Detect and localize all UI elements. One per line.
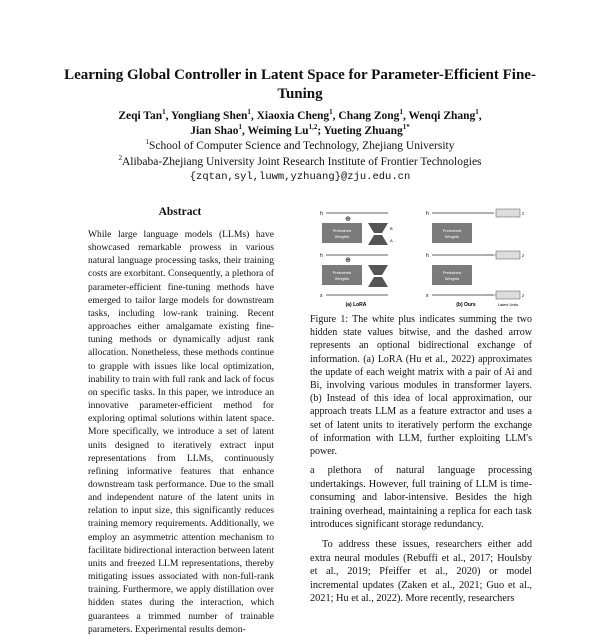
author-affiliation-mark: 1,2: [308, 123, 318, 132]
latent-units-block: [496, 291, 520, 299]
affiliation-text: School of Computer Science and Technology, Zhejiang University: [149, 140, 455, 152]
h-top-label: h: [426, 211, 429, 217]
x-label: x: [426, 293, 429, 299]
block-label: Weights: [334, 234, 350, 239]
lora-a-matrix: [368, 235, 388, 245]
block-label: Weights: [444, 276, 460, 281]
author-affiliation-mark: 1: [238, 123, 242, 132]
figure-1: [308, 203, 534, 309]
plus-icon: ⊕: [345, 216, 351, 223]
body-paragraph: a plethora of natural language processing undertakings. However, full training of LLM is time-consuming and labor-intensive. Besides the high training overhead, maintaining a replica for each task introduces significant storage redundancy.: [310, 465, 532, 531]
author: Jian Shao: [190, 125, 239, 137]
panel-b-caption: (b) Ours: [456, 302, 476, 308]
paper-title: Learning Global Controller in Latent Space for Parameter-Efficient Fine-Tuning: [64, 67, 536, 102]
abstract-paragraph: While large language models (LLMs) have showcased remarkable prowess in various natural language processing tasks, their training costs are exorbitant. Consequently, a plethora of parameter-efficient fine-tuning methods have emerged to tailor large models for downstream tasks, including low-rank training. Recent approaches either amalgamate existing fine-tuning methods or dynamically adjust rank allocation. Nonetheless, these methods continue to grapple with issues like local optimization, inability to train with full rank and lack of focus on specific tasks. In this paper, we introduce an innovative parameter-efficient method for exploring optimal solutions within latent space. More specifically, we introduce a set of latent units designed to iteratively extract input representations from LLMs, continuously refining informative features that enhance downstream task performance. Due to the small and independent nature of the latent units in relation to input size, this significantly reduces training memory requirements. Additionally, we employ an asymmetric attention mechanism to facilitate bidirectional interaction between latent units and freezed LLM representations, thereby mitigating issues associated with non-full-rank training. Furthermore, we apply distillation over hidden states during the interaction, which guarantees a trimmed number of trainable parameters. Experimental results demon-: [88, 229, 274, 635]
pretrained-weights-block: [322, 265, 362, 285]
caption-text: Figure 1: The white plus indicates summing the two hidden state values bitwise, and the dashed arrow represents an optional bidirectional exchange of information. (a) LoRA (Hu et al., 2022) approximates the update of each weight matrix with a pair of Ai and Bi, involving various modules in transformer layers. (b) Instead of this idea of local approximation, our approach treats LLM as a feature extractor and uses a set of latent units to iteratively perform the exchange of information with LLM, further exploiting LLM's power.: [310, 314, 532, 458]
z-top-label: z: [522, 211, 525, 216]
architecture-diagram: [308, 203, 534, 309]
x-label: x: [320, 293, 323, 299]
block-label: Pretrained: [442, 270, 462, 275]
plus-icon: ⊕: [345, 257, 351, 264]
author: Wenqi Zhang: [408, 110, 476, 122]
author-affiliation-mark: 1*: [402, 123, 410, 132]
latent-units-block: [496, 251, 520, 259]
latent-units-label: Latent Units: [497, 303, 519, 307]
author: Yueting Zhuang: [323, 125, 403, 137]
h-mid-label: h: [320, 253, 323, 259]
h-top-label: h: [320, 211, 323, 217]
affiliation-mark: 2: [118, 154, 122, 163]
author-affiliation-mark: 1: [329, 108, 333, 117]
author-line-2: Jian Shao$^1$, Weiming Lu$^{1,2}$; Yueting Zhuang$^{1*}$: [190, 123, 410, 137]
lora-panel: [320, 211, 393, 308]
affiliation-2: [80, 155, 520, 170]
pretrained-weights-block: [432, 223, 472, 243]
affiliation-1: [80, 139, 520, 154]
block-label: Weights: [334, 276, 350, 281]
pretrained-weights-block: [432, 265, 472, 285]
figure-caption: [310, 313, 532, 458]
author-email: {zqtan,syl,luwm,yzhuang}@zju.edu.cn: [189, 171, 411, 183]
author-affiliation-mark: 1: [247, 108, 251, 117]
latent-units-block: [496, 209, 520, 217]
author-line-1: Zeqi Tan$^1$, Yongliang Shen$^1$, Xiaoxia Cheng$^1$, Chang Zong$^1$, Wenqi Zhang$^1$,: [118, 108, 482, 122]
ours-panel: [426, 209, 525, 308]
lora-b-matrix: [368, 265, 388, 275]
z-bot-label: z: [522, 293, 525, 298]
affiliation-text: Alibaba-Zhejiang University Joint Research Institute of Frontier Technologies: [121, 156, 482, 168]
z-mid-label: z: [522, 253, 525, 258]
author: Weiming Lu: [247, 125, 309, 137]
author: Chang Zong: [338, 110, 400, 122]
abstract-heading: Abstract: [158, 206, 202, 218]
affiliation-mark: 1: [145, 138, 149, 147]
author-affiliation-mark: 1: [475, 108, 479, 117]
block-label: Pretrained: [332, 270, 352, 275]
h-mid-label: h: [426, 253, 429, 259]
author: Zeqi Tan: [118, 110, 163, 122]
a-label: A: [390, 238, 393, 243]
author: Yongliang Shen: [170, 110, 248, 122]
body-paragraph: To address these issues, researchers either add extra neural modules (Rebuffi et al., 2017; Houlsby et al., 2019; Pfeiffer et al., 2020) or model incremental updates (Zaken et al., 2021; Guo et al., 2021; Hu et al., 2022). More recently, researchers: [310, 538, 532, 605]
panel-a-caption: (a) LoRA: [345, 302, 367, 308]
block-label: Pretrained: [332, 228, 352, 233]
author-affiliation-mark: 1: [399, 108, 403, 117]
block-label: Pretrained: [442, 228, 462, 233]
lora-a-matrix: [368, 277, 388, 287]
author-list: [90, 109, 510, 139]
block-label: Weights: [444, 234, 460, 239]
author-affiliation-mark: 1: [162, 108, 166, 117]
b-label: B: [390, 226, 393, 231]
abstract-body: [88, 228, 274, 636]
author: Xiaoxia Cheng: [256, 110, 330, 122]
pretrained-weights-block: [322, 223, 362, 243]
lora-b-matrix: [368, 223, 388, 233]
body-text-column: [310, 464, 532, 612]
